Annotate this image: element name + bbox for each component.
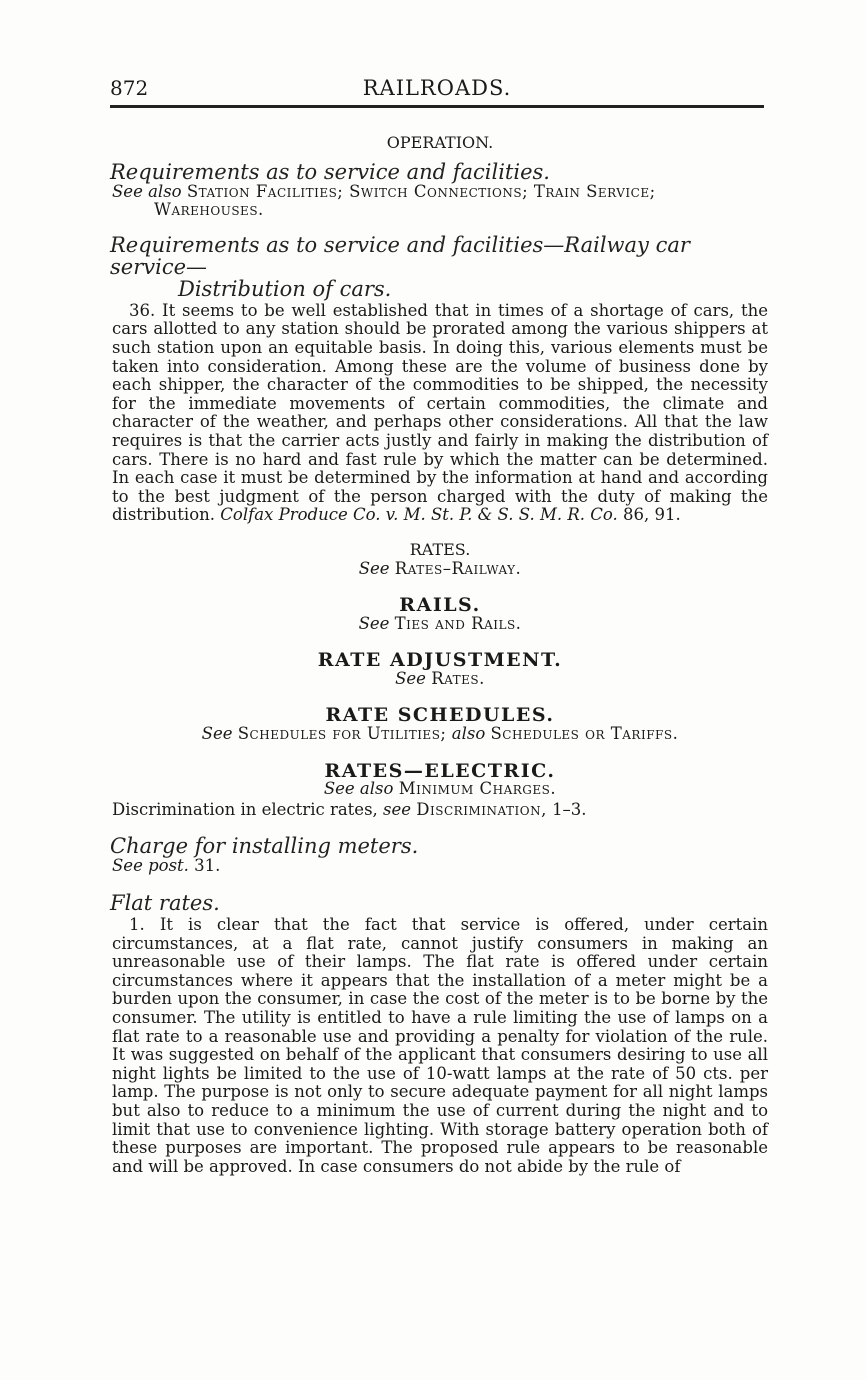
discrimination-ref: Discrimination, xyxy=(416,799,547,819)
see-also-rates-electric xyxy=(112,780,768,799)
see-label: See xyxy=(358,558,390,578)
paragraph-36-citation: Colfax Produce Co. v. M. St. P. & S. S. M. R. Co. xyxy=(220,505,618,525)
subheading-car-service-2: Distribution of cars. xyxy=(178,276,392,301)
subheading-requirements: Requirements as to service and facilities. xyxy=(110,159,550,184)
see-rates xyxy=(112,560,768,579)
see-label: see xyxy=(383,799,412,819)
header-rule xyxy=(110,105,764,108)
see-rate-schedules xyxy=(112,725,768,744)
paragraph-36 xyxy=(112,302,768,525)
subheading-flat-rates: Flat rates. xyxy=(110,891,220,916)
see-post-num: 31. xyxy=(194,856,221,876)
discrimination-text: Discrimination in electric rates, xyxy=(112,799,378,819)
see-rate-adjustment xyxy=(112,670,768,689)
section-heading-operation: OPERATION. xyxy=(386,133,494,152)
see-also-label: See also xyxy=(112,181,182,201)
see-ref: Rates–Railway. xyxy=(394,558,522,578)
see-also-label: See also xyxy=(323,779,394,799)
paragraph-36-text: 36. It seems to be well established that in times of a shortage of cars, the cars allotted to any station should be prorated among the various shippers at such station upon an equitable basis. In doing this, various elements must be taken into consideration. Among these are the volume of business done by each shipper, the character of the commodities to be shipped, the necessity for the immediate movements of certain commodities, the climate and character of the weather, and perhaps other considerations. All that the law requires is that the carrier acts justly and fairly in making the distribution of cars. There is no hard and fast rule by which the matter can be determined. In each case it must be determined by the information at hand and according to the best judgment of the person charged with the duty of making the distribution. xyxy=(112,300,768,525)
see-label: See xyxy=(358,613,390,633)
see-also-refs: Station Facilities; Switch Connections; Train Service; Warehouses. xyxy=(154,181,656,220)
also-label: also xyxy=(451,724,486,744)
discrimination-num: 1–3. xyxy=(552,799,587,819)
see-rails xyxy=(112,615,768,634)
page-number: 872 xyxy=(110,76,149,100)
running-head: RAILROADS. xyxy=(362,76,512,100)
see-also-requirements xyxy=(112,183,768,220)
paragraph-36-citation-ref: 86, 91. xyxy=(623,505,681,525)
page-header xyxy=(110,76,764,104)
section-heading-rate-adjustment: RATE ADJUSTMENT. xyxy=(317,649,563,672)
section-heading-rates-electric: RATES—ELECTRIC. xyxy=(324,759,556,782)
page-body xyxy=(112,134,768,1176)
see-ref: Minimum Charges. xyxy=(398,779,557,799)
see-ref-1: Schedules for Utilities; xyxy=(237,724,447,744)
section-heading-rate-schedules: RATE SCHEDULES. xyxy=(325,704,555,727)
see-ref: Ties and Rails. xyxy=(394,613,522,633)
subheading-meters: Charge for installing meters. xyxy=(110,834,419,859)
see-label: See xyxy=(395,668,426,688)
see-ref-2: Schedules or Tariffs. xyxy=(490,724,679,744)
paragraph-1: 1. It is clear that the fact that service is offered, under certain circumstances, at a flat rate, cannot justify consumers in making an unreasonable use of their lamps. The flat rate is offered under certain circumstances where it appears that the installation of a meter might be a burden upon the consumer, in case the cost of the meter is to be borne by the consumer. The utility is entitled to have a rule limiting the use of lamps on a flat rate to a reasonable use and providing a penalty for violation of the rule. It was suggested on behalf of the applicant that consumers desiring to use all night lights be limited to the use of 10-watt lamps at the rate of 50 cts. per lamp. The purpose is not only to secure adequate payment for all night lamps but also to reduce to a minimum the use of current during the night and to limit that use to convenience lighting. With storage battery operation both of these purposes are important. The proposed rule appears to be reasonable and will be approved. In case consumers do not abide by the rule of xyxy=(112,915,768,1176)
see-ref: Rates. xyxy=(431,668,485,688)
see-post-label: See post. xyxy=(112,856,189,876)
section-heading-rails: RAILS. xyxy=(399,594,481,617)
subheading-car-service-1: Requirements as to service and facilities—Railway car service— xyxy=(110,232,690,279)
discrimination-line xyxy=(112,801,768,820)
see-label: See xyxy=(201,724,233,744)
section-heading-rates: RATES. xyxy=(409,539,471,559)
see-post-meters xyxy=(112,857,768,876)
